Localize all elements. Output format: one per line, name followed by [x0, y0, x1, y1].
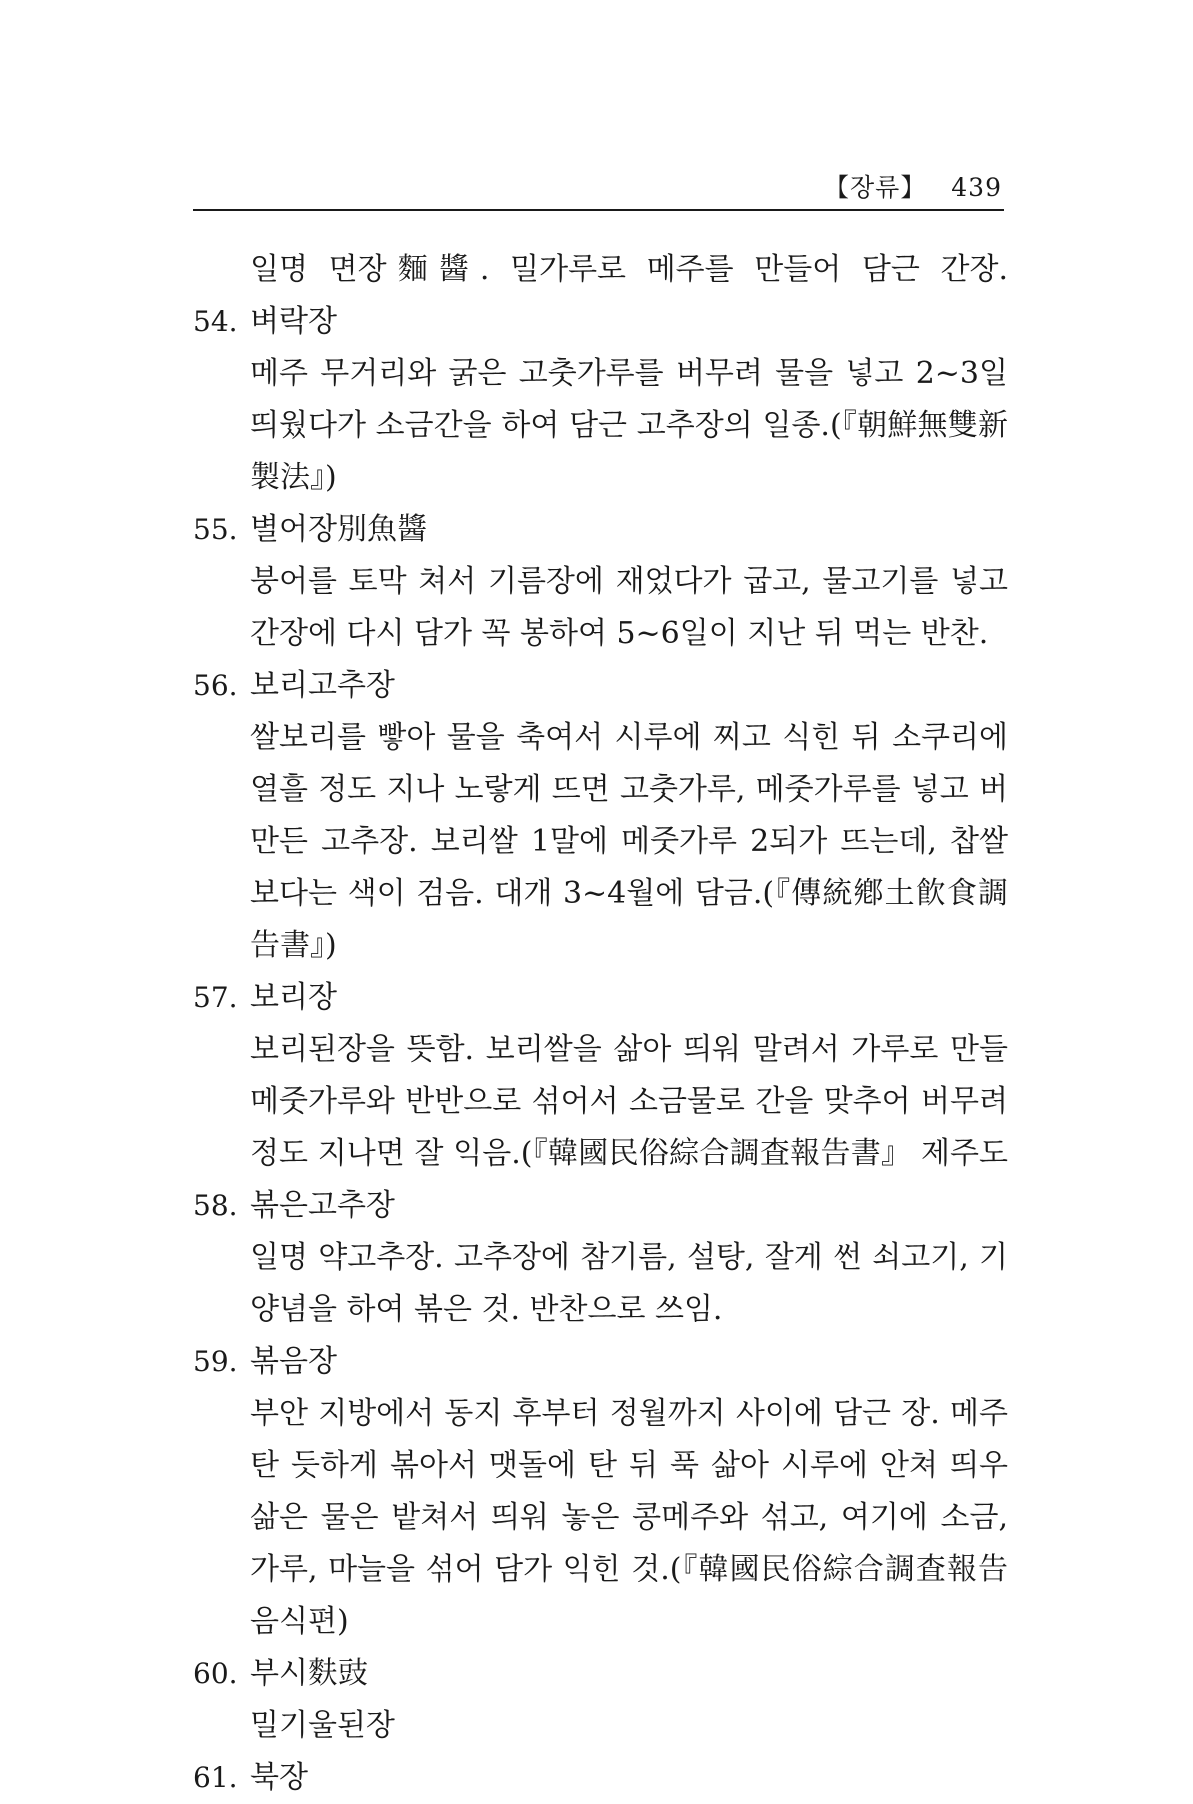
- entry-title: 부시麩豉: [250, 1656, 368, 1691]
- definition-line: 삶은 물은 밭쳐서 띄워 놓은 콩메주와 섞고, 여기에 소금,: [250, 1500, 1008, 1535]
- definition-line: 붕어를 토막 쳐서 기름장에 재었다가 굽고, 물고기를 넣고: [250, 564, 1008, 599]
- definition-line: 보리된장을 뜻함. 보리쌀을 삶아 띄워 말려서 가루로 만들: [250, 1032, 1008, 1067]
- entry-number: 60.: [193, 1657, 238, 1690]
- entry-title: 보리고추장: [250, 668, 395, 703]
- definition-line: 탄 듯하게 볶아서 맷돌에 탄 뒤 푹 삶아 시루에 안쳐 띄우: [250, 1448, 1008, 1483]
- definition-line: 부안 지방에서 동지 후부터 정월까지 사이에 담근 장. 메주: [250, 1396, 1008, 1431]
- definition-line: 告書』): [250, 928, 337, 963]
- entry-title: 북장: [250, 1760, 308, 1795]
- entry-title: 볶음장: [250, 1344, 337, 1379]
- definition-line: 메줏가루와 반반으로 섞어서 소금물로 간을 맞추어 버무려: [250, 1084, 1008, 1119]
- body-text: [193, 244, 1008, 1804]
- entry-title: 보리장: [250, 980, 337, 1015]
- entry-heading: [193, 660, 1008, 712]
- definition-line: 일명 면장麵醬. 밀가루로 메주를 만들어 담근 간장.: [250, 252, 1008, 287]
- entry-heading: [193, 1752, 1008, 1804]
- entry-title: 볶은고추장: [250, 1188, 395, 1223]
- definition-line: 가루, 마늘을 섞어 담가 익힌 것.(『韓國民俗綜合調査報告: [250, 1552, 1008, 1587]
- entry-heading: [193, 1180, 1008, 1232]
- entry-heading: [193, 1648, 1008, 1700]
- definition-line: 양념을 하여 볶은 것. 반찬으로 쓰임.: [250, 1292, 723, 1327]
- entry-number: 54.: [193, 305, 238, 338]
- entry-heading: [193, 504, 1008, 556]
- running-header: [824, 168, 1002, 204]
- definition-line: 일명 약고추장. 고추장에 참기름, 설탕, 잘게 썬 쇠고기, 기: [250, 1240, 1008, 1275]
- entry-number: 59.: [193, 1345, 238, 1378]
- entry-number: 61.: [193, 1761, 238, 1794]
- entry-number: 57.: [193, 981, 238, 1014]
- definition-line: 쌀보리를 빻아 물을 축여서 시루에 찌고 식힌 뒤 소쿠리에: [250, 720, 1008, 755]
- entry-number: 55.: [193, 513, 238, 546]
- entry-heading: [193, 972, 1008, 1024]
- definition-line: 밀기울된장: [250, 1708, 395, 1743]
- header-rule: [193, 209, 1004, 211]
- definition-line: 製法』): [250, 460, 337, 495]
- definition-line: 정도 지나면 잘 익음.(『韓國民俗綜合調査報告書』 제주도: [250, 1136, 1008, 1171]
- section-title: 【장류】: [824, 173, 927, 202]
- entry-heading: [193, 1336, 1008, 1388]
- entry-number: 58.: [193, 1189, 238, 1222]
- page-number: 439: [951, 173, 1002, 202]
- definition-line: 보다는 색이 검음. 대개 3~4월에 담금.(『傳統鄕土飮食調: [250, 876, 1008, 911]
- definition-line: 띄웠다가 소금간을 하여 담근 고추장의 일종.(『朝鮮無雙新: [250, 408, 1008, 443]
- entry-title: 별어장別魚醬: [250, 512, 427, 547]
- entry-title: 벼락장: [250, 304, 337, 339]
- definition-line: 음식편): [250, 1604, 349, 1639]
- definition-line: 메주 무거리와 굵은 고춧가루를 버무려 물을 넣고 2~3일: [250, 356, 1008, 391]
- entry-number: 56.: [193, 669, 238, 702]
- entry-heading: [193, 296, 1008, 348]
- definition-line: 만든 고추장. 보리쌀 1말에 메줏가루 2되가 뜨는데, 찹쌀: [250, 824, 1008, 859]
- definition-line: 열흘 정도 지나 노랗게 뜨면 고춧가루, 메줏가루를 넣고 버: [250, 772, 1008, 807]
- definition-line: 간장에 다시 담가 꼭 봉하여 5~6일이 지난 뒤 먹는 반찬.: [250, 616, 989, 651]
